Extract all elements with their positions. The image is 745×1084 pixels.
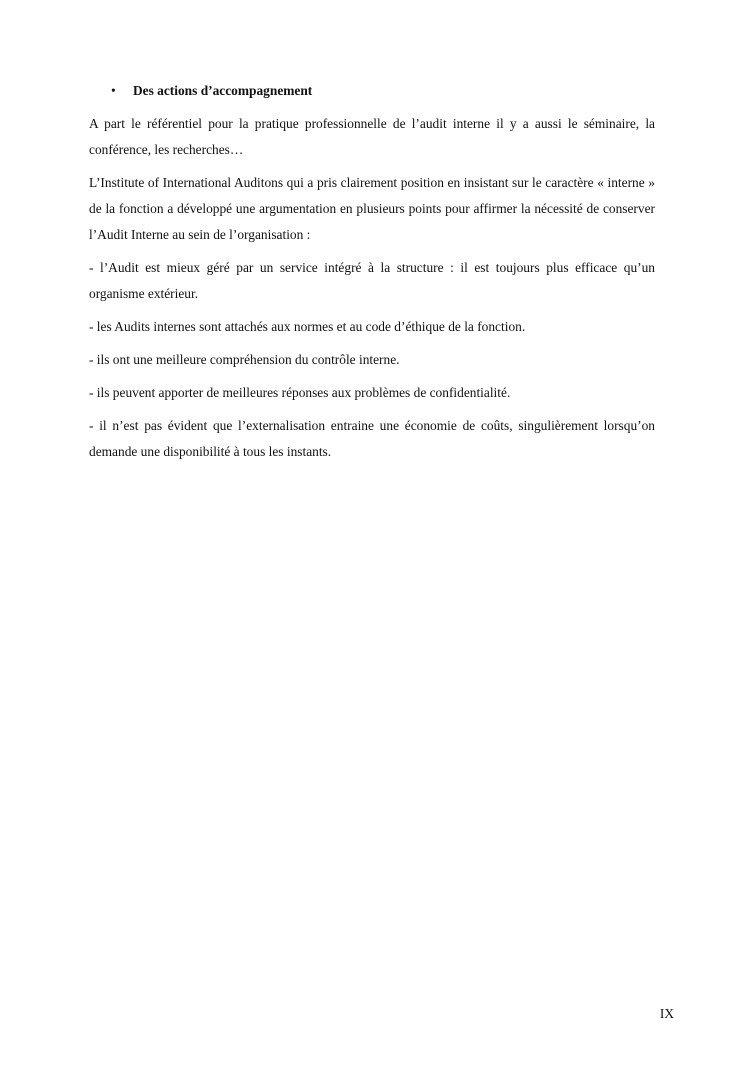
argument-item-control: - ils ont une meilleure compréhension du contrôle interne. bbox=[89, 352, 400, 367]
argument-item-norms: - les Audits internes sont attachés aux normes et au code d’éthique de la fonction. bbox=[89, 319, 526, 334]
paragraph-institute: L’Institute of International Auditons qui a pris clairement position en insistant sur le caractère « interne » de la fonction a développé une argumentation en plusieurs points pour affirmer la nécessité de conserver l’Audit Interne au sein de l’organisation : bbox=[89, 175, 655, 242]
argument-item-costs: - il n’est pas évident que l’externalisation entraine une économie de coûts, singulièrement lorsqu’on demande une disponibilité à tous les instants. bbox=[89, 418, 655, 459]
section-heading-text: Des actions d’accompagnement bbox=[133, 83, 313, 98]
page-content bbox=[89, 78, 655, 472]
argument-item-confidentiality: - ils peuvent apporter de meilleures réponses aux problèmes de confidentialité. bbox=[89, 385, 511, 400]
bullet-icon: • bbox=[111, 83, 116, 98]
argument-item-structure: - l’Audit est mieux géré par un service intégré à la structure : il est toujours plus efficace qu’un organisme extérieur. bbox=[89, 260, 655, 301]
section-heading bbox=[89, 78, 655, 104]
paragraph-intro: A part le référentiel pour la pratique professionnelle de l’audit interne il y a aussi le séminaire, la conférence, les recherches… bbox=[89, 116, 655, 157]
page-number: IX bbox=[659, 1006, 674, 1021]
